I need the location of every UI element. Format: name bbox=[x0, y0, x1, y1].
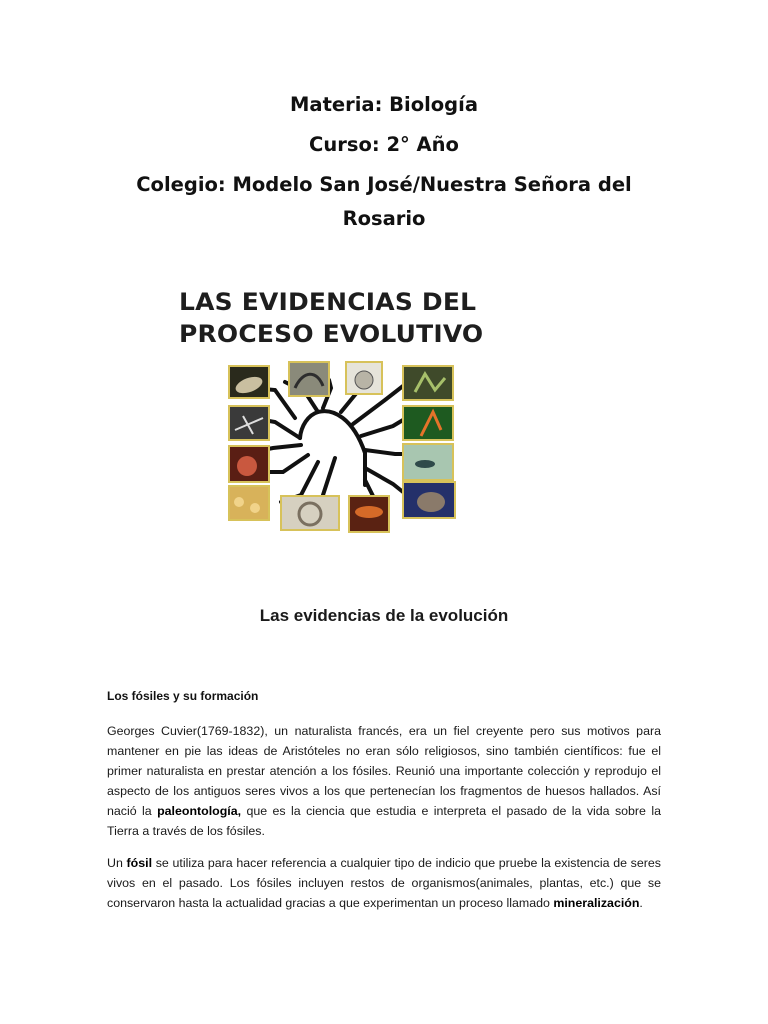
top-thumbnails bbox=[289, 362, 453, 400]
paragraph1-text-b: que es la ciencia que estudia e interpreta el pasado de la vida sobre la Tierra a través de los fósiles. bbox=[107, 804, 661, 838]
paragraph2-text-c: . bbox=[639, 896, 643, 910]
left-thumbnails bbox=[229, 366, 269, 520]
bottom-thumbnails bbox=[281, 496, 389, 532]
section-subheading: Los fósiles y su formación bbox=[107, 689, 259, 703]
microscope-cell-image bbox=[289, 362, 329, 396]
paragraph-fossils-history bbox=[107, 721, 661, 841]
fossil-term: fósil bbox=[126, 856, 153, 870]
paragraph1-text-a: Georges Cuvier(1769-1832), un naturalista francés, era un fiel creyente pero sus motivos para mantener en pie las ideas de Aristóteles no eran sólo religiosos, sino también científicos: fue el primer naturalista en prestar atención a los fósiles. Reunió una importante colección y reprodujo el aspecto de los antiguos seres vivos a los que pertenecían los fragmentos de huesos hallados. Así nació la bbox=[107, 724, 661, 818]
paleontology-term: paleontología, bbox=[157, 804, 242, 818]
section-heading: Las evidencias de la evolución bbox=[259, 606, 509, 625]
phylogenetic-tree-diagram bbox=[103, 240, 543, 588]
right-thumbnails bbox=[403, 406, 455, 518]
document-header bbox=[0, 88, 768, 236]
course-line: Curso: 2° Año bbox=[309, 133, 459, 156]
school-line: Colegio: Modelo San José/Nuestra Señora del Rosario bbox=[136, 173, 632, 230]
mineralization-term: mineralización bbox=[553, 896, 640, 910]
plant-image bbox=[403, 366, 453, 400]
paragraph-fossil-definition bbox=[107, 853, 661, 913]
evolution-evidence-figure bbox=[103, 240, 543, 588]
paragraph2-text-a: Un bbox=[107, 856, 127, 870]
subject-line: Materia: Biología bbox=[290, 93, 478, 116]
figure-title-line2: PROCESO EVOLUTIVO bbox=[179, 320, 484, 348]
tree-branches bbox=[253, 380, 403, 508]
figure-title-line1: LAS EVIDENCIAS DEL bbox=[179, 288, 477, 316]
paragraph2-text-b: se utiliza para hacer referencia a cualquier tipo de indicio que pruebe la existencia de seres vivos en el pasado. Los fósiles incluyen restos de organismos(animales, plantas, etc.) que se conservaron hasta la actualidad gracias a que experimentan un proceso llamado bbox=[107, 856, 661, 910]
